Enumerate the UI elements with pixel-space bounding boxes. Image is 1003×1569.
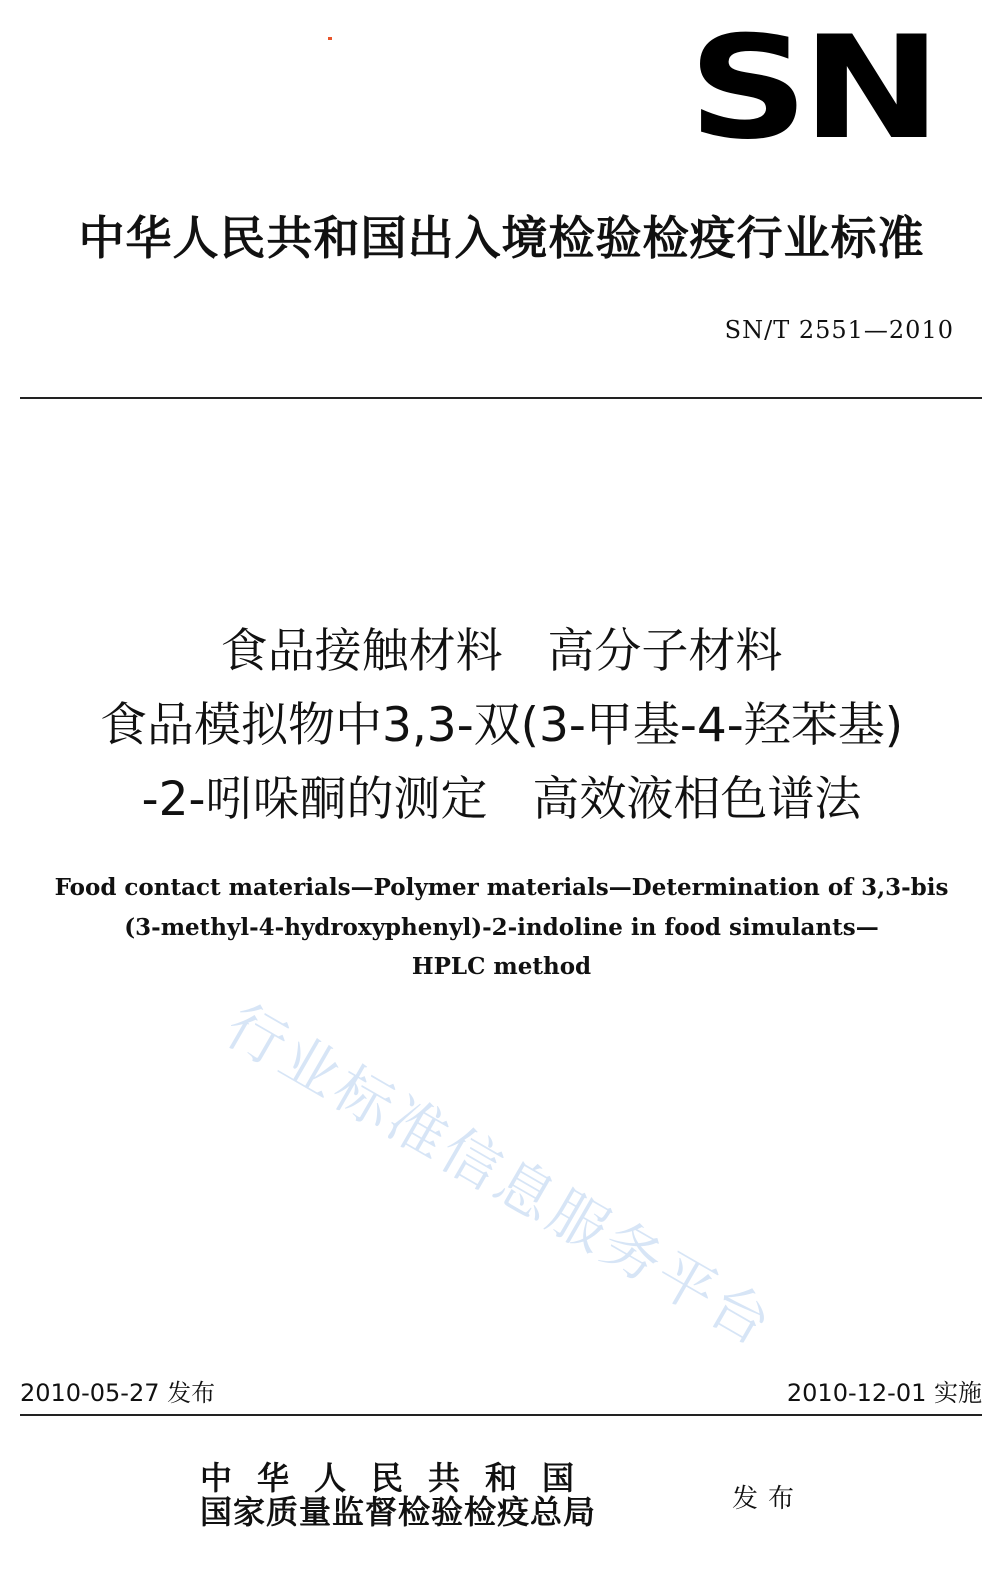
top-divider: [20, 397, 982, 399]
issuer-line-2: 国家质量监督检验检疫总局: [200, 1493, 597, 1531]
implementation-date: 2010-12-01 实施: [786, 1379, 982, 1407]
standard-category-title: 中华人民共和国出入境检验检疫行业标准: [78, 211, 925, 265]
watermark: 行业标准信息服务平台: [214, 991, 786, 1361]
chinese-title-line-3: -2-吲哚酮的测定 高效液相色谱法: [141, 772, 862, 827]
bottom-divider: [20, 1414, 982, 1416]
issue-date: 2010-05-27 发布: [20, 1379, 216, 1407]
standard-number: SN/T 2551—2010: [724, 316, 954, 344]
issuer-action: 发布: [732, 1484, 805, 1514]
sn-logo: SN: [688, 6, 935, 171]
english-title-line-3: HPLC method: [411, 953, 592, 980]
chinese-title-line-1: 食品接触材料 高分子材料: [220, 624, 783, 679]
english-title-line-1: Food contact materials—Polymer materials—Determination of 3,3-bis: [54, 874, 949, 901]
chinese-title-line-2: 食品模拟物中3,3-双(3-甲基-4-羟苯基): [99, 698, 904, 753]
english-title-line-2: (3-methyl-4-hydroxyphenyl)-2-indoline in food simulants—: [124, 914, 879, 941]
issuer-line-1: 中华人民共和国: [200, 1459, 600, 1497]
red-mark: [328, 37, 332, 40]
